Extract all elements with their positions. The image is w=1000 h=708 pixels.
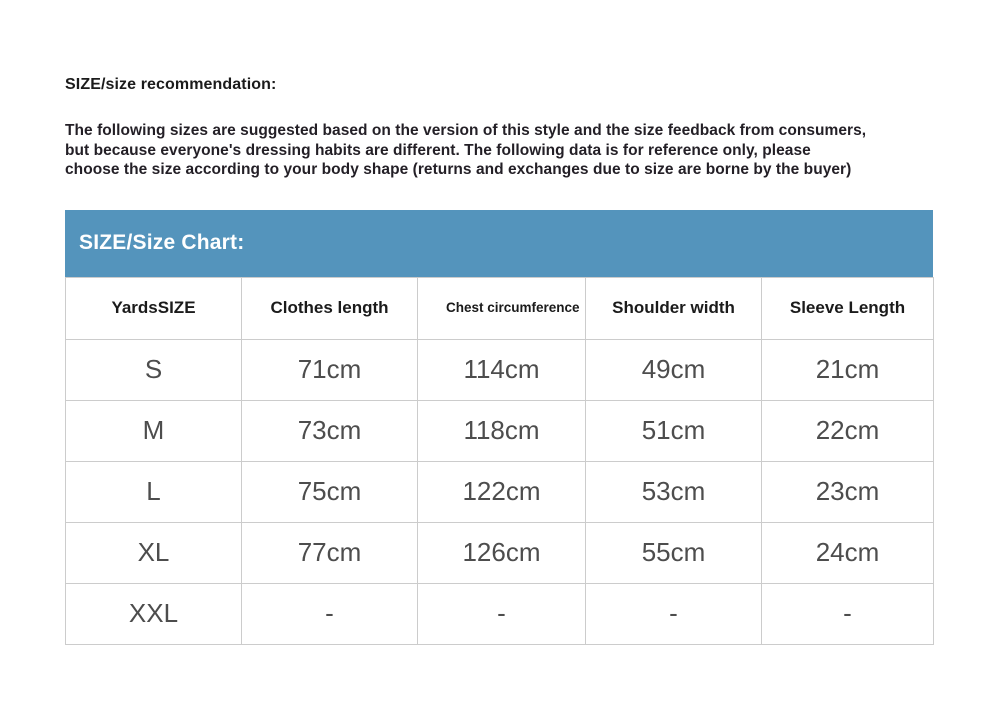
clothes-length-value: 77cm: [242, 522, 418, 583]
sleeve-length-value: 21cm: [762, 339, 934, 400]
size-label: XL: [66, 522, 242, 583]
clothes-length-value: 75cm: [242, 461, 418, 522]
table-row: [66, 400, 934, 461]
column-header-sleeve-length: Sleeve Length: [762, 277, 934, 339]
size-label: M: [66, 400, 242, 461]
clothes-length-value: -: [242, 583, 418, 644]
chest-circumference-value: 118cm: [418, 400, 586, 461]
sleeve-length-value: 22cm: [762, 400, 934, 461]
size-label: L: [66, 461, 242, 522]
sleeve-length-value: 23cm: [762, 461, 934, 522]
column-header-clothes-length: Clothes length: [242, 277, 418, 339]
table-row: [66, 522, 934, 583]
recommendation-line-2: but because everyone's dressing habits are different. The following data is for reference only, please: [65, 141, 811, 159]
shoulder-width-value: -: [586, 583, 762, 644]
table-row: [66, 583, 934, 644]
size-recommendation-paragraph: [65, 121, 935, 180]
shoulder-width-value: 53cm: [586, 461, 762, 522]
shoulder-width-value: 55cm: [586, 522, 762, 583]
recommendation-line-1: The following sizes are suggested based on the version of this style and the size feedback from consumers,: [65, 122, 867, 139]
table-row: [66, 461, 934, 522]
chest-circumference-value: 114cm: [418, 339, 586, 400]
table-header-row: [66, 277, 934, 339]
size-recommendation-heading: SIZE/size recommendation:: [65, 76, 277, 93]
size-chart-title: SIZE/Size Chart:: [79, 231, 245, 254]
size-label: S: [66, 339, 242, 400]
recommendation-line-3: choose the size according to your body shape (returns and exchanges due to size are borne by the buyer): [65, 161, 852, 178]
shoulder-width-value: 51cm: [586, 400, 762, 461]
shoulder-width-value: 49cm: [586, 339, 762, 400]
column-header-chest-circumference: Chest circumference: [418, 277, 586, 339]
size-label: XXL: [66, 583, 242, 644]
column-header-shoulder-width: Shoulder width: [586, 277, 762, 339]
size-chart-title-bar: [65, 210, 933, 277]
chest-circumference-value: 126cm: [418, 522, 586, 583]
clothes-length-value: 73cm: [242, 400, 418, 461]
clothes-length-value: 71cm: [242, 339, 418, 400]
column-header-size: YardsSIZE: [66, 277, 242, 339]
table-row: [66, 339, 934, 400]
chest-circumference-value: -: [418, 583, 586, 644]
size-chart-table: [65, 277, 934, 645]
sleeve-length-value: 24cm: [762, 522, 934, 583]
sleeve-length-value: -: [762, 583, 934, 644]
chest-circumference-value: 122cm: [418, 461, 586, 522]
